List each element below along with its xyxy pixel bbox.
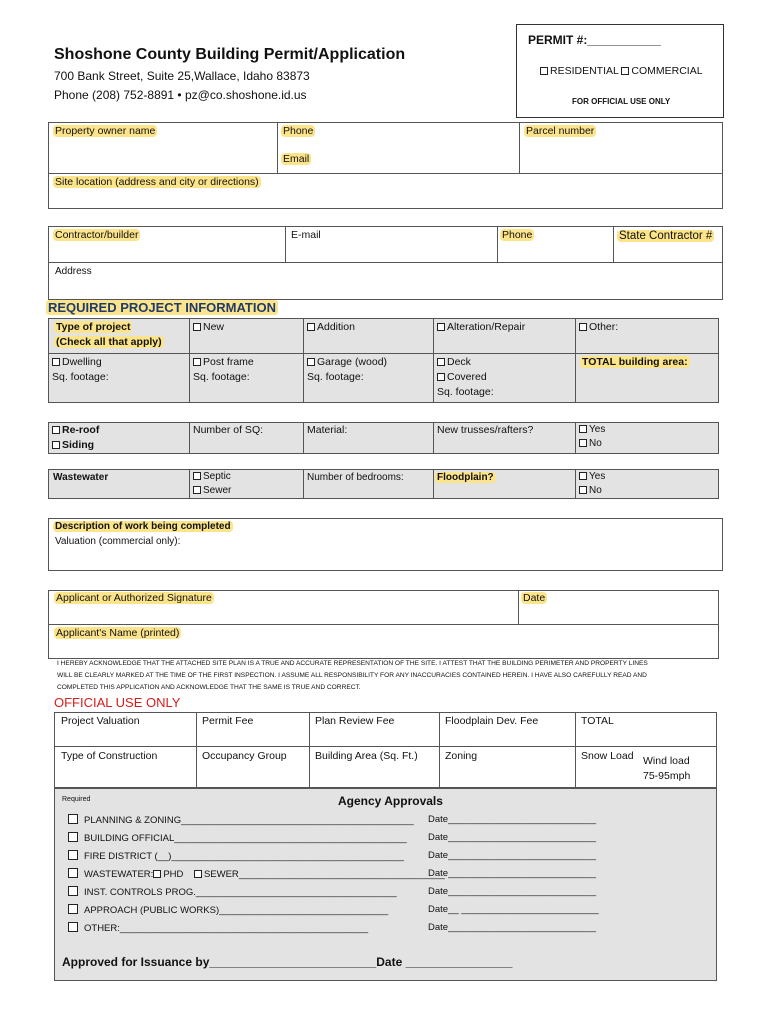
office-address: 700 Bank Street, Suite 25,Wallace, Idaho 83873 [54, 69, 310, 83]
signature-date-label: Date [523, 592, 546, 604]
divider [309, 712, 310, 788]
divider [303, 469, 304, 499]
type-of-project: Type of project [56, 321, 131, 333]
issuance-label: Approved for Issuance by [62, 955, 210, 969]
other-label: Other: [589, 321, 619, 333]
official-use-heading: OFFICIAL USE ONLY [54, 695, 181, 710]
project-info-heading: REQUIRED PROJECT INFORMATION [48, 300, 276, 315]
divider [189, 422, 190, 454]
permit-box [516, 24, 724, 118]
approval-signature-line[interactable]: ____________________________________________ [174, 833, 407, 844]
phd-label: PHD [163, 869, 184, 880]
state-contractor-label: State Contractor # [619, 230, 713, 242]
form-title: Shoshone County Building Permit/Application [54, 46, 406, 63]
contractor-address-label: Address [55, 266, 92, 277]
approval-signature-line[interactable]: _______________________________________ [238, 869, 445, 880]
reroof-siding-options[interactable] [52, 423, 99, 453]
approval-row [68, 850, 708, 868]
post-frame-label: Post frame [203, 356, 254, 368]
approval-label: FIRE DISTRICT (__) [84, 851, 172, 862]
garage-sqft-label: Sq. footage: [307, 371, 364, 383]
approval-label: APPROACH (PUBLIC WORKS) [84, 905, 220, 916]
approval-checkbox[interactable] [68, 832, 78, 842]
wind-load-cell [643, 754, 690, 784]
deck-label: Deck [447, 356, 471, 368]
permit-fee-cell: Permit Fee [202, 715, 254, 727]
material-label: Material: [307, 424, 348, 436]
dwelling-sqft-label: Sq. footage: [52, 371, 109, 383]
parcel-number-label: Parcel number [526, 125, 595, 137]
garage-label: Garage (wood) [317, 356, 388, 368]
alteration-option[interactable] [437, 320, 525, 335]
other-checkbox[interactable] [579, 323, 587, 331]
floodplain-text: Floodplain? [437, 472, 494, 483]
floodplain-yes-no[interactable] [579, 470, 605, 498]
approval-label: INST. CONTROLS PROG. [84, 887, 196, 898]
addition-option[interactable] [307, 320, 355, 335]
yes-label: Yes [589, 471, 606, 482]
approval-signature-line[interactable]: ________________________________ [219, 905, 389, 916]
siding-label: Siding [62, 439, 95, 451]
approval-date-line[interactable]: Date____________________________ [428, 814, 597, 825]
permit-type-options [540, 65, 703, 77]
approval-row [68, 814, 708, 832]
divider [433, 422, 434, 454]
description-text: Description of work being completed [55, 521, 231, 532]
new-option[interactable] [193, 320, 224, 335]
alteration-label: Alteration/Repair [447, 321, 526, 333]
deck-option[interactable] [437, 355, 494, 400]
alteration-checkbox[interactable] [437, 323, 445, 331]
reroof-row [48, 422, 719, 454]
approval-checkbox[interactable] [68, 850, 78, 860]
permit-number-label: PERMIT #:___________ [528, 33, 661, 47]
approval-label: OTHER: [84, 923, 120, 934]
zoning-cell: Zoning [445, 750, 478, 762]
addition-checkbox[interactable] [307, 323, 315, 331]
divider [189, 469, 190, 499]
issuance-date-line[interactable]: ________________ [405, 955, 513, 969]
covered-label: Covered [447, 371, 487, 383]
attest-line-1: I HEREBY ACKNOWLEDGE THAT THE ATTACHED SITE PLAN IS A TRUE AND ACCURATE REPRESENTATION OF THE SITE. I ATTEST THAT THE BUILDING PERIMETER AND PROPERTY LINES [57, 660, 648, 667]
total-building-area: TOTAL building area: [582, 356, 688, 368]
septic-label: Septic [203, 471, 231, 482]
approval-row [68, 886, 708, 904]
attest-line-2: WILL BE CLEARLY MARKED AT THE TIME OF THE FIRST INSPECTION. I ASSUME ALL RESPONSIBILITY FOR ANY INACCURACIES CONTAINED HEREIN. I HAVE ALSO CAREFULLY READ AND [57, 672, 647, 679]
wastewater-label: Wastewater [53, 472, 109, 483]
dwelling-checkbox[interactable] [52, 358, 60, 366]
signature-label: Applicant or Authorized Signature [56, 592, 212, 604]
divider [613, 226, 614, 262]
divider [196, 712, 197, 788]
divider [439, 712, 440, 788]
divider [519, 122, 520, 173]
covered-checkbox[interactable] [437, 373, 445, 381]
attest-line-3: COMPLETED THIS APPLICATION AND ACKNOWLEDGE THAT THE SAME IS TRUE AND CORRECT. [57, 684, 361, 691]
project-valuation-cell: Project Valuation [61, 715, 140, 727]
floodplain-fee-cell: Floodplain Dev. Fee [445, 715, 539, 727]
dwelling-label: Dwelling [62, 356, 102, 368]
site-location-label: Site location (address and city or directions) [55, 176, 259, 188]
contractor-builder-label: Contractor/builder [55, 229, 139, 241]
divider [575, 318, 576, 403]
approval-date-line[interactable]: Date____________________________ [428, 868, 597, 879]
approval-checkbox[interactable] [68, 814, 78, 824]
reroof-label: Re-roof [62, 424, 100, 436]
addition-label: Addition [317, 321, 355, 333]
approval-date-line[interactable]: Date____________________________ [428, 832, 597, 843]
approval-label: PLANNING & ZONING [84, 815, 182, 826]
number-sq-label: Number of SQ: [193, 424, 264, 436]
divider [48, 353, 719, 354]
issuance-row [62, 955, 512, 969]
sewer-approval-checkbox[interactable] [194, 870, 202, 878]
wind-load-value: 75-95mph [643, 770, 691, 782]
attestation-text [57, 658, 717, 694]
wind-load-label: Wind load [643, 755, 690, 767]
divider [48, 624, 719, 625]
divider [433, 318, 434, 403]
divider [277, 122, 278, 173]
total-area-label [580, 355, 690, 370]
residential-checkbox[interactable] [540, 67, 548, 75]
reroof-checkbox[interactable] [52, 426, 60, 434]
snow-load-cell: Snow Load [581, 750, 634, 762]
trusses-no-checkbox[interactable] [579, 439, 587, 447]
office-phone-email: Phone (208) 752-8891 • pz@co.shoshone.id.us [54, 88, 307, 102]
official-use-note: FOR OFFICIAL USE ONLY [572, 97, 671, 106]
approvals-list [68, 814, 708, 940]
trusses-yes-no[interactable] [579, 423, 605, 451]
commercial-label: COMMERCIAL [631, 65, 703, 77]
yes-label: Yes [589, 424, 606, 435]
total-cell: TOTAL [581, 715, 614, 727]
floodplain-label [435, 470, 496, 485]
phd-checkbox[interactable] [153, 870, 161, 878]
floodplain-no-checkbox[interactable] [579, 486, 587, 494]
issuance-signature-line[interactable]: _________________________ [209, 955, 377, 969]
owner-email-label: Email [283, 153, 310, 165]
approval-date-line[interactable]: Date____________________________ [428, 886, 597, 897]
approval-checkbox[interactable] [68, 904, 78, 914]
divider [518, 590, 519, 624]
approval-row [68, 922, 708, 940]
post-frame-option[interactable] [193, 355, 254, 385]
floodplain-yes-checkbox[interactable] [579, 472, 587, 480]
sewer-checkbox[interactable] [193, 486, 201, 494]
contractor-phone-label: Phone [502, 229, 533, 241]
approval-row [68, 904, 708, 922]
approval-checkbox[interactable] [68, 868, 78, 878]
post-frame-sqft-label: Sq. footage: [193, 371, 250, 383]
divider [48, 262, 723, 263]
deck-checkbox[interactable] [437, 358, 445, 366]
sewer-approval-label: SEWER [203, 869, 239, 880]
sewer-label: Sewer [203, 485, 232, 496]
divider [433, 469, 434, 499]
new-label: New [203, 321, 225, 333]
approval-label: WASTEWATER: [84, 869, 154, 880]
approval-signature-line[interactable]: ____________________________________________ [171, 851, 404, 862]
approval-signature-line[interactable]: ____________________________________________ [181, 815, 414, 826]
building-area-cell: Building Area (Sq. Ft.) [315, 750, 418, 762]
approval-date-line[interactable]: Date____________________________ [428, 850, 597, 861]
occupancy-group-cell: Occupancy Group [202, 750, 287, 762]
divider [285, 226, 286, 262]
approval-label: BUILDING OFFICIAL [84, 833, 175, 844]
trusses-label: New trusses/rafters? [437, 424, 534, 436]
owner-name-label: Property owner name [55, 125, 156, 137]
septic-sewer-options[interactable] [193, 470, 231, 498]
divider [575, 712, 576, 788]
approval-row [68, 832, 708, 850]
garage-checkbox[interactable] [307, 358, 315, 366]
residential-label: RESIDENTIAL [550, 65, 619, 77]
agency-approvals-title: Agency Approvals [338, 794, 443, 808]
approval-date-line[interactable]: Date____________________________ [428, 922, 597, 933]
approval-row [68, 868, 708, 886]
owner-phone-label: Phone [283, 125, 314, 137]
garage-option[interactable] [307, 355, 387, 385]
trusses-yes-checkbox[interactable] [579, 425, 587, 433]
commercial-checkbox[interactable] [621, 67, 629, 75]
no-label: No [589, 438, 602, 449]
description-label [53, 519, 233, 534]
required-label: Required [62, 796, 91, 803]
divider [189, 318, 190, 403]
printed-name-label: Applicant's Name (printed) [56, 627, 180, 639]
project-type-label [54, 320, 164, 350]
divider [575, 422, 576, 454]
divider [54, 746, 717, 747]
septic-checkbox[interactable] [193, 472, 201, 480]
divider [48, 173, 723, 174]
dwelling-option[interactable] [52, 355, 109, 385]
no-label: No [589, 485, 602, 496]
post-frame-checkbox[interactable] [193, 358, 201, 366]
construction-type-cell: Type of Construction [61, 750, 158, 762]
divider [303, 318, 304, 403]
approval-signature-line[interactable]: _______________________________________________ [119, 923, 369, 934]
valuation-label: Valuation (commercial only): [55, 536, 181, 547]
divider [575, 469, 576, 499]
plan-review-fee-cell: Plan Review Fee [315, 715, 395, 727]
approval-checkbox[interactable] [68, 886, 78, 896]
approval-checkbox[interactable] [68, 922, 78, 932]
approval-signature-line[interactable]: ______________________________________ [195, 887, 397, 898]
approval-date-line[interactable]: Date__ __________________________ [428, 904, 599, 915]
new-checkbox[interactable] [193, 323, 201, 331]
other-option[interactable] [579, 320, 618, 335]
siding-checkbox[interactable] [52, 441, 60, 449]
check-all-note: (Check all that apply) [56, 336, 162, 348]
divider [303, 422, 304, 454]
deck-sqft-label: Sq. footage: [437, 386, 494, 398]
issuance-date-label: Date [376, 955, 403, 969]
divider [497, 226, 498, 262]
bedrooms-label: Number of bedrooms: [307, 472, 404, 483]
contractor-email-label: E-mail [291, 229, 321, 241]
